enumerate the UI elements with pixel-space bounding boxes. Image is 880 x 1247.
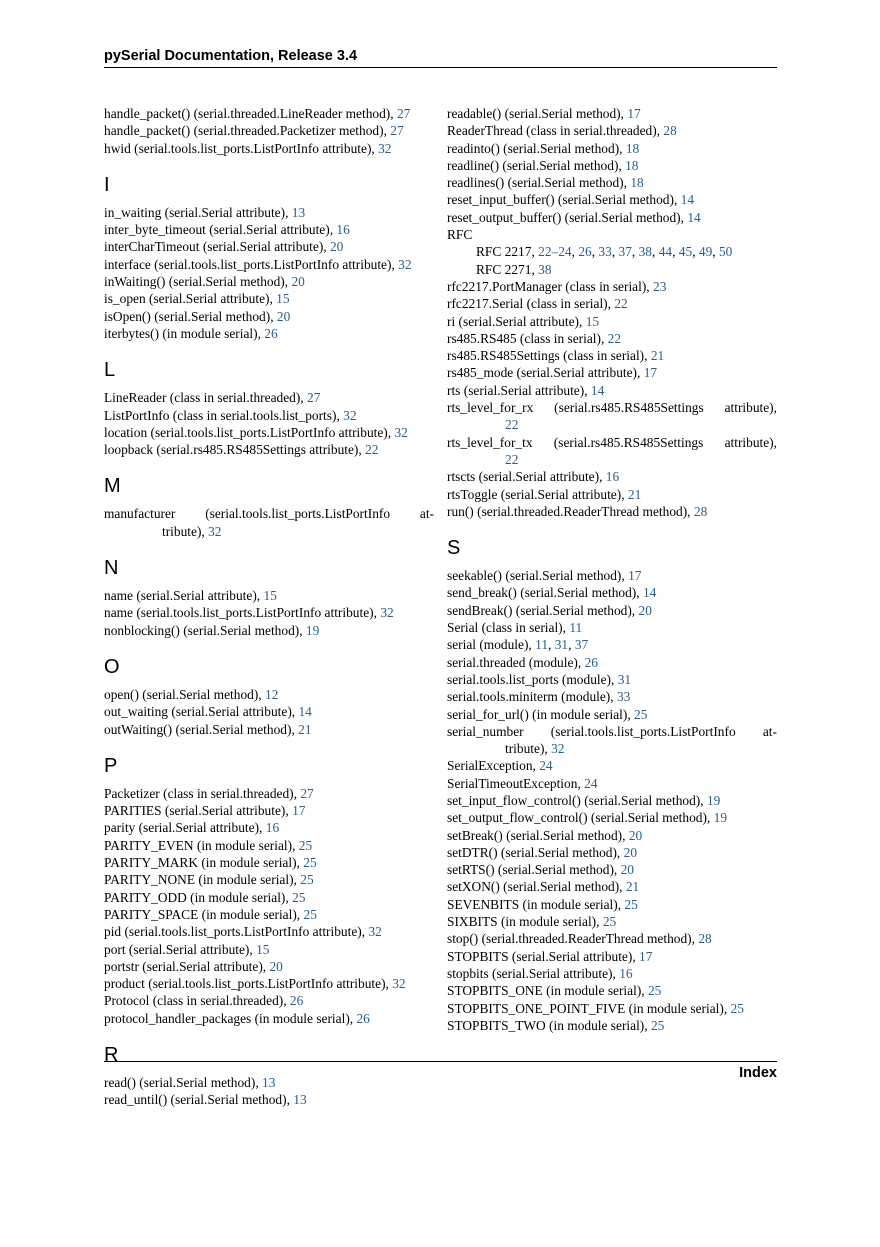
index-entry: set_output_flow_control() (serial.Serial method), 19 xyxy=(447,810,728,826)
index-page-link[interactable]: 21 xyxy=(650,348,665,364)
index-entry: protocol_handler_packages (in module serial), 26 xyxy=(104,1010,370,1026)
index-entry-text: rts_level_for_rx (serial.rs485.RS485Settings attribute), xyxy=(447,400,777,416)
index-page-link[interactable]: 25 xyxy=(303,855,317,871)
index-page-link[interactable]: 18 xyxy=(625,140,640,156)
index-page-link[interactable]: 32 xyxy=(551,741,565,757)
index-entry: isOpen() (serial.Serial method), 20 xyxy=(104,308,291,324)
index-entry: loopback (serial.rs485.RS485Settings attribute), 22 xyxy=(104,442,379,458)
index-page-link[interactable]: 24 xyxy=(539,758,553,774)
index-entry: set_input_flow_control() (serial.Serial method), 19 xyxy=(447,792,721,808)
index-page-link[interactable]: 11 xyxy=(569,620,583,636)
index-entry: handle_packet() (serial.threaded.Packetizer method), 27 xyxy=(104,123,404,139)
index-entry xyxy=(447,434,777,469)
index-entry-continuation xyxy=(447,451,777,468)
index-entry: reset_input_buffer() (serial.Serial method), 14 xyxy=(447,192,695,208)
index-page-link[interactable]: 28 xyxy=(698,931,712,947)
index-entry: location (serial.tools.list_ports.ListPortInfo attribute), 32 xyxy=(104,424,408,440)
index-entry-continuation xyxy=(447,416,777,433)
index-entry: SerialException, 24 xyxy=(447,758,553,774)
index-entry: hwid (serial.tools.list_ports.ListPortInfo attribute), 32 xyxy=(104,140,392,156)
index-entry: serial_for_url() (in module serial), 25 xyxy=(447,706,648,722)
index-entry: interface (serial.tools.list_ports.ListPortInfo attribute), 32 xyxy=(104,256,412,272)
index-page-link[interactable]: 17 xyxy=(643,365,658,381)
index-page-link[interactable]: 32 xyxy=(343,407,357,423)
index-letter-heading: I xyxy=(104,173,110,196)
index-page-link[interactable]: 25 xyxy=(303,906,317,922)
index-page-link[interactable]: 21 xyxy=(625,879,640,895)
index-entry: STOPBITS_ONE_POINT_FIVE (in module serial), 25 xyxy=(447,1000,744,1016)
index-entry: reset_output_buffer() (serial.Serial method), 14 xyxy=(447,209,701,225)
index-page-link[interactable]: 14 xyxy=(642,585,657,601)
index-entry-rfc: RFC xyxy=(447,227,473,243)
index-entry: Packetizer (class in serial.threaded), 27 xyxy=(104,785,314,801)
index-entry: serial.tools.miniterm (module), 33 xyxy=(447,689,631,705)
index-entry: ri (serial.Serial attribute), 15 xyxy=(447,313,600,329)
index-page-link[interactable]: 45 xyxy=(678,244,693,260)
index-letter-heading: R xyxy=(104,1043,119,1066)
index-page-link[interactable]: 17 xyxy=(627,106,641,121)
index-entry: handle_packet() (serial.threaded.LineReader method), 27 xyxy=(104,106,411,121)
index-entry: read() (serial.Serial method), 13 xyxy=(104,1074,276,1090)
index-page-link[interactable]: 16 xyxy=(619,965,633,981)
index-page-link[interactable]: 13 xyxy=(262,1074,276,1090)
index-entry: ListPortInfo (class in serial.tools.list_ports), 32 xyxy=(104,407,357,423)
index-page-link[interactable]: 37 xyxy=(618,244,632,260)
index-page-link[interactable]: 20 xyxy=(291,274,305,290)
index-column-right xyxy=(447,105,777,1034)
index-page-link[interactable]: 32 xyxy=(378,140,392,156)
index-entry: Serial (class in serial), 11 xyxy=(447,620,583,636)
index-page-link[interactable]: 26 xyxy=(578,244,592,260)
page-footer-title: Index xyxy=(739,1065,777,1081)
index-entry: serial.tools.list_ports (module), 31 xyxy=(447,671,632,687)
index-entry: setRTS() (serial.Serial method), 20 xyxy=(447,862,634,878)
index-page-link[interactable]: 25 xyxy=(624,896,638,912)
index-page-link[interactable]: 27 xyxy=(390,123,404,139)
index-page-link[interactable]: 11 xyxy=(535,637,549,653)
index-page-link[interactable]: 22–24 xyxy=(538,244,572,260)
index-page-link[interactable]: 38 xyxy=(638,244,652,260)
index-page-link[interactable]: 19 xyxy=(706,792,721,808)
index-entry-text: serial_number (serial.tools.list_ports.ListPortInfo at- xyxy=(447,723,777,739)
index-page-link[interactable]: 21 xyxy=(298,721,312,737)
index-page-link[interactable]: 20 xyxy=(329,239,344,255)
index-page-link[interactable]: 20 xyxy=(276,308,291,324)
index-page-link[interactable]: 17 xyxy=(628,568,642,584)
index-page-link[interactable]: 37 xyxy=(574,637,589,653)
index-entry: LineReader (class in serial.threaded), 27 xyxy=(104,390,321,406)
index-page-link[interactable]: 32 xyxy=(398,256,412,272)
index-page-link[interactable]: 27 xyxy=(307,390,321,406)
index-page-link[interactable]: 26 xyxy=(356,1010,370,1026)
index-page-link[interactable]: 20 xyxy=(620,862,634,878)
index-entry xyxy=(447,723,777,758)
index-entry-text: rts_level_for_tx (serial.rs485.RS485Settings attribute), xyxy=(447,434,777,450)
index-entry: sendBreak() (serial.Serial method), 20 xyxy=(447,602,652,618)
index-page-link[interactable]: 14 xyxy=(680,192,695,208)
index-entry: PARITY_SPACE (in module serial), 25 xyxy=(104,906,317,922)
index-entry: name (serial.Serial attribute), 15 xyxy=(104,588,277,604)
index-page-link[interactable]: 13 xyxy=(291,204,306,220)
index-page-link[interactable]: 16 xyxy=(265,820,280,836)
index-entry: PARITY_MARK (in module serial), 25 xyxy=(104,855,317,871)
index-page-link[interactable]: 19 xyxy=(713,810,728,826)
index-entry: in_waiting (serial.Serial attribute), 13 xyxy=(104,204,306,220)
index-entry: outWaiting() (serial.Serial method), 21 xyxy=(104,721,312,737)
index-page-link[interactable]: 22 xyxy=(614,296,628,312)
index-subentry-rfc2271: RFC 2271, 38 xyxy=(476,261,552,277)
index-entry: pid (serial.tools.list_ports.ListPortInfo attribute), 32 xyxy=(104,924,382,940)
index-page-link[interactable]: 24 xyxy=(584,775,598,791)
index-entry: stop() (serial.threaded.ReaderThread method), 28 xyxy=(447,931,712,947)
index-page-link[interactable]: 14 xyxy=(687,209,701,225)
index-page-link[interactable]: 33 xyxy=(616,689,631,705)
index-entry: PARITY_NONE (in module serial), 25 xyxy=(104,872,314,888)
index-entry: inter_byte_timeout (serial.Serial attribute), 16 xyxy=(104,222,350,238)
index-entry: inWaiting() (serial.Serial method), 20 xyxy=(104,274,305,290)
index-entry xyxy=(104,505,434,540)
index-page-link[interactable]: 15 xyxy=(256,941,270,957)
index-letter-heading: P xyxy=(104,754,118,777)
index-column-left xyxy=(104,105,434,1109)
index-entry: rts (serial.Serial attribute), 14 xyxy=(447,382,605,398)
index-page-link[interactable]: 28 xyxy=(693,503,708,519)
index-letter-heading: M xyxy=(104,475,121,498)
index-entry: STOPBITS_TWO (in module serial), 25 xyxy=(447,1017,665,1033)
index-page-link[interactable]: 49 xyxy=(698,244,713,260)
index-entry: STOPBITS_ONE (in module serial), 25 xyxy=(447,983,662,999)
index-entry-continuation: tribute), 32 xyxy=(162,523,222,539)
index-entry: open() (serial.Serial method), 12 xyxy=(104,686,279,702)
index-entry-continuation: tribute), 32 xyxy=(505,741,565,757)
index-entry: product (serial.tools.list_ports.ListPortInfo attribute), 32 xyxy=(104,976,406,992)
index-page-link[interactable]: 32 xyxy=(380,605,394,621)
index-entry: SEVENBITS (in module serial), 25 xyxy=(447,896,638,912)
index-page-link[interactable]: 32 xyxy=(368,924,382,940)
index-page-link[interactable]: 32 xyxy=(392,976,406,992)
index-entry: serial (module), 11, 31, 37 xyxy=(447,637,589,653)
index-page-link[interactable]: 27 xyxy=(396,106,411,121)
index-page-link[interactable]: 19 xyxy=(305,622,320,638)
index-page-link[interactable]: 13 xyxy=(293,1092,307,1108)
index-page-link[interactable]: 22 xyxy=(607,330,622,346)
index-entry: stopbits (serial.Serial attribute), 16 xyxy=(447,965,633,981)
index-page-link[interactable]: 25 xyxy=(292,889,306,905)
index-page-link[interactable]: 26 xyxy=(584,654,598,670)
index-letter-heading: O xyxy=(104,655,120,678)
index-page-link[interactable]: 20 xyxy=(638,602,652,618)
index-entry: nonblocking() (serial.Serial method), 19 xyxy=(104,622,320,638)
index-page-link[interactable]: 33 xyxy=(598,244,612,260)
index-page-link[interactable]: 16 xyxy=(336,222,350,238)
footer-rule xyxy=(104,1061,777,1062)
index-letter-heading: L xyxy=(104,359,116,382)
index-page-link[interactable]: 15 xyxy=(276,291,290,307)
index-page-link[interactable]: 20 xyxy=(628,827,643,843)
index-entry: rfc2217.PortManager (class in serial), 23 xyxy=(447,278,667,294)
index-page-link[interactable]: 25 xyxy=(647,983,662,999)
index-entry: PARITIES (serial.Serial attribute), 17 xyxy=(104,803,306,819)
index-entry: run() (serial.threaded.ReaderThread method), 28 xyxy=(447,503,708,519)
index-page-link[interactable]: 26 xyxy=(264,325,278,341)
index-page-link[interactable]: 25 xyxy=(602,914,617,930)
index-page-link[interactable]: 28 xyxy=(663,123,677,139)
index-entry: parity (serial.Serial attribute), 16 xyxy=(104,820,280,836)
index-entry: rfc2217.Serial (class in serial), 22 xyxy=(447,296,628,312)
index-page-link[interactable]: 14 xyxy=(590,382,605,398)
index-page-link[interactable]: 32 xyxy=(394,424,408,440)
index-entry: rs485.RS485 (class in serial), 22 xyxy=(447,330,622,346)
index-entry: STOPBITS (serial.Serial attribute), 17 xyxy=(447,948,653,964)
index-entry: readinto() (serial.Serial method), 18 xyxy=(447,140,640,156)
index-page-link[interactable]: 25 xyxy=(634,706,648,722)
index-page-link[interactable]: 31 xyxy=(617,671,632,687)
index-entry: rs485.RS485Settings (class in serial), 21 xyxy=(447,348,665,364)
index-entry: out_waiting (serial.Serial attribute), 14 xyxy=(104,704,312,720)
index-page-link[interactable]: 20 xyxy=(269,958,283,974)
index-page-link[interactable]: 17 xyxy=(292,803,306,819)
index-page-link[interactable]: 16 xyxy=(605,469,620,485)
index-page-link[interactable]: 31 xyxy=(554,637,569,653)
index-page-link[interactable]: 32 xyxy=(208,523,222,539)
index-entry: readable() (serial.Serial method), 17 xyxy=(447,106,641,121)
index-entry: rs485_mode (serial.Serial attribute), 17 xyxy=(447,365,658,381)
index-page-link[interactable]: 22 xyxy=(365,442,379,458)
index-subentry-rfc2217: RFC 2217, 22–24, 26, 33, 37, 38, 44, 45, 49, 50 xyxy=(476,244,733,260)
index-entry: readline() (serial.Serial method), 18 xyxy=(447,157,639,173)
index-entry: setBreak() (serial.Serial method), 20 xyxy=(447,827,643,843)
index-entry: PARITY_EVEN (in module serial), 25 xyxy=(104,837,313,853)
index-entry: port (serial.Serial attribute), 15 xyxy=(104,941,270,957)
index-page-link[interactable]: 22 xyxy=(505,451,519,467)
header-rule xyxy=(104,67,777,68)
index-page-link[interactable]: 25 xyxy=(300,872,314,888)
index-page-link[interactable]: 26 xyxy=(289,993,304,1009)
index-entry: setDTR() (serial.Serial method), 20 xyxy=(447,844,638,860)
index-page-link[interactable]: 15 xyxy=(263,588,277,604)
index-entry xyxy=(447,399,777,434)
index-entry: SIXBITS (in module serial), 25 xyxy=(447,914,617,930)
index-entry: rtsToggle (serial.Serial attribute), 21 xyxy=(447,486,642,502)
index-entry: read_until() (serial.Serial method), 13 xyxy=(104,1092,307,1108)
index-page-link[interactable]: 15 xyxy=(585,313,600,329)
index-entry: ReaderThread (class in serial.threaded), 28 xyxy=(447,123,677,139)
index-entry: serial.threaded (module), 26 xyxy=(447,654,598,670)
index-page-link[interactable]: 18 xyxy=(630,175,644,191)
index-page-link[interactable]: 21 xyxy=(627,486,642,502)
index-letter-heading: S xyxy=(447,537,461,560)
index-entry: send_break() (serial.Serial method), 14 xyxy=(447,585,657,601)
index-entry: is_open (serial.Serial attribute), 15 xyxy=(104,291,290,307)
index-page-link[interactable]: 20 xyxy=(623,844,638,860)
index-page-link[interactable]: 22 xyxy=(505,417,519,433)
index-entry: Protocol (class in serial.threaded), 26 xyxy=(104,993,304,1009)
index-entry: readlines() (serial.Serial method), 18 xyxy=(447,175,644,191)
index-entry: interCharTimeout (serial.Serial attribute), 20 xyxy=(104,239,344,255)
index-entry: seekable() (serial.Serial method), 17 xyxy=(447,568,642,584)
index-page-link[interactable]: 25 xyxy=(298,837,313,853)
index-entry-text: manufacturer (serial.tools.list_ports.ListPortInfo at- xyxy=(104,506,434,522)
index-page-link[interactable]: 44 xyxy=(658,244,673,260)
index-entry: rtscts (serial.Serial attribute), 16 xyxy=(447,469,620,485)
index-page-link[interactable]: 17 xyxy=(639,948,653,964)
index-entry: iterbytes() (in module serial), 26 xyxy=(104,325,278,341)
index-page-link[interactable]: 23 xyxy=(653,278,667,294)
index-page-link[interactable]: 12 xyxy=(265,686,279,702)
index-entry: name (serial.tools.list_ports.ListPortInfo attribute), 32 xyxy=(104,605,394,621)
index-page-link[interactable]: 50 xyxy=(718,244,733,260)
index-page-link[interactable]: 38 xyxy=(538,261,552,277)
index-entry: portstr (serial.Serial attribute), 20 xyxy=(104,958,283,974)
index-letter-heading: N xyxy=(104,557,119,580)
page-header-title: pySerial Documentation, Release 3.4 xyxy=(104,48,358,64)
index-page-link[interactable]: 27 xyxy=(300,785,314,801)
index-page-link[interactable]: 25 xyxy=(730,1000,744,1016)
index-page-link[interactable]: 14 xyxy=(298,704,312,720)
index-page-link[interactable]: 25 xyxy=(650,1017,665,1033)
index-entry: SerialTimeoutException, 24 xyxy=(447,775,598,791)
index-page-link[interactable]: 18 xyxy=(625,157,639,173)
index-entry: PARITY_ODD (in module serial), 25 xyxy=(104,889,306,905)
index-entry: setXON() (serial.Serial method), 21 xyxy=(447,879,640,895)
